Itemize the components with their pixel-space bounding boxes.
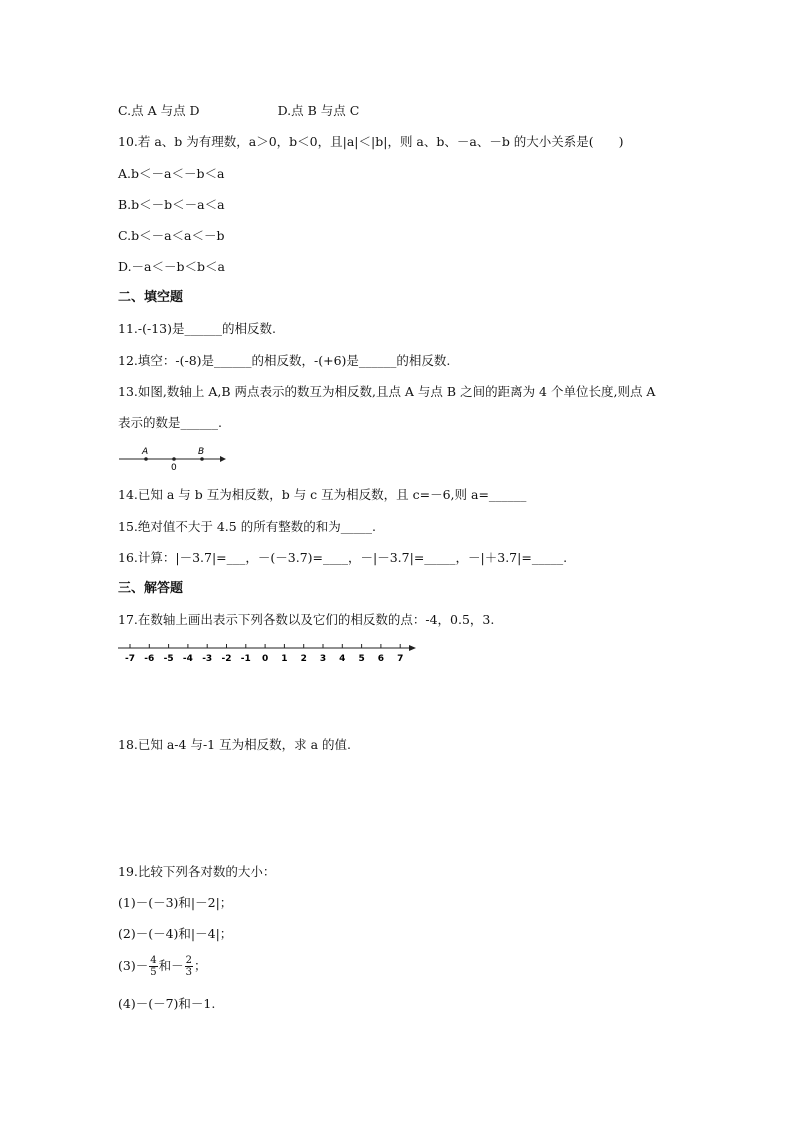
q12: 12.填空：-(-8)是______的相反数，-(+6)是______的相反数. bbox=[118, 353, 451, 368]
axis-tick-label: -3 bbox=[202, 654, 213, 664]
q16: 16.计算：|－3.7|=___，－(－3.7)=____，－|－3.7|=_____，－|＋3.7|=_____. bbox=[118, 550, 568, 565]
q18: 18.已知 a-4 与-1 互为相反数，求 a 的值. bbox=[118, 737, 351, 752]
axis-tick-label: 4 bbox=[339, 654, 346, 664]
fraction-four-fifths bbox=[149, 955, 157, 978]
q19-stem: 19.比较下列各对数的大小： bbox=[118, 864, 276, 879]
axis-tick-label: 0 bbox=[261, 654, 269, 664]
q17-stem: 17.在数轴上画出表示下列各数以及它们的相反数的点：-4，0.5，3. bbox=[118, 612, 495, 627]
axis-tick-label: 5 bbox=[358, 654, 365, 664]
q11: 11.-(-13)是______的相反数. bbox=[118, 321, 276, 336]
section-fill-in-heading: 二、填空题 bbox=[118, 290, 184, 305]
q19-part3-suffix: ； bbox=[193, 958, 207, 973]
q10-option-d: D.－a＜－b＜b＜a bbox=[118, 259, 225, 274]
q13-line1: 13.如图,数轴上 A,B 两点表示的数互为相反数,且点 A 与点 B 之间的距离为 4 个单位长度,则点 A bbox=[118, 384, 656, 399]
axis-tick-label: -5 bbox=[163, 654, 174, 664]
q19-part2: (2)－(－4)和|－4|； bbox=[118, 926, 233, 941]
q17-number-line bbox=[116, 640, 421, 668]
q14: 14.已知 a 与 b 互为相反数，b 与 c 互为相反数，且 c=－6,则 a=______ bbox=[118, 487, 527, 502]
axis-tick-label: 7 bbox=[397, 654, 404, 664]
axis-tick-label: 3 bbox=[319, 654, 327, 664]
label-b: B bbox=[198, 447, 205, 457]
fraction-numerator: 4 bbox=[150, 955, 157, 966]
q10-option-b: B.b＜－b＜－a＜a bbox=[118, 197, 225, 212]
q9-option-c: C.点 A 与点 D bbox=[118, 103, 200, 118]
point-b bbox=[200, 457, 204, 461]
fraction-numerator: 2 bbox=[185, 955, 192, 966]
q19-part1: (1)－(－3)和|－2|； bbox=[118, 895, 233, 910]
q10-option-c: C.b＜－a＜a＜－b bbox=[118, 228, 225, 243]
q9-option-d: D.点 B 与点 C bbox=[277, 103, 360, 118]
section-answer-heading: 三、解答题 bbox=[118, 581, 184, 596]
label-zero: 0 bbox=[171, 463, 177, 471]
axis-tick-label: 2 bbox=[300, 654, 307, 664]
q13-number-line bbox=[116, 443, 236, 471]
point-a bbox=[144, 457, 148, 461]
q15: 15.绝对值不大于 4.5 的所有整数的和为_____. bbox=[118, 519, 376, 534]
point-zero bbox=[172, 457, 176, 461]
q10-option-a: A.b＜－a＜－b＜a bbox=[118, 166, 225, 181]
axis-tick-label: -1 bbox=[240, 654, 251, 664]
q19-part3-mid: 和－ bbox=[158, 958, 184, 973]
fraction-denominator: 3 bbox=[185, 967, 192, 978]
q19-part4: (4)－(－7)和－1. bbox=[118, 996, 216, 1011]
axis-tick-label: 6 bbox=[377, 654, 385, 664]
fraction-denominator: 5 bbox=[150, 967, 157, 978]
axis-tick-label: -6 bbox=[144, 654, 155, 664]
q10-stem: 10.若 a、b 为有理数，a＞0，b＜0，且|a|＜|b|，则 a、b、－a、－b 的大小关系是( ) bbox=[118, 134, 624, 149]
q13-line2: 表示的数是______. bbox=[118, 415, 222, 430]
label-a: A bbox=[142, 447, 149, 457]
q19-part3-prefix: (3)－ bbox=[118, 958, 149, 973]
fraction-two-thirds bbox=[185, 955, 193, 978]
axis-tick-label: -2 bbox=[221, 654, 232, 664]
axis-tick-label: -4 bbox=[182, 654, 193, 664]
q19-part3 bbox=[118, 953, 207, 979]
q9-options bbox=[118, 103, 359, 119]
axis-tick-label: 1 bbox=[281, 654, 288, 664]
axis-tick-label: -7 bbox=[125, 654, 135, 664]
